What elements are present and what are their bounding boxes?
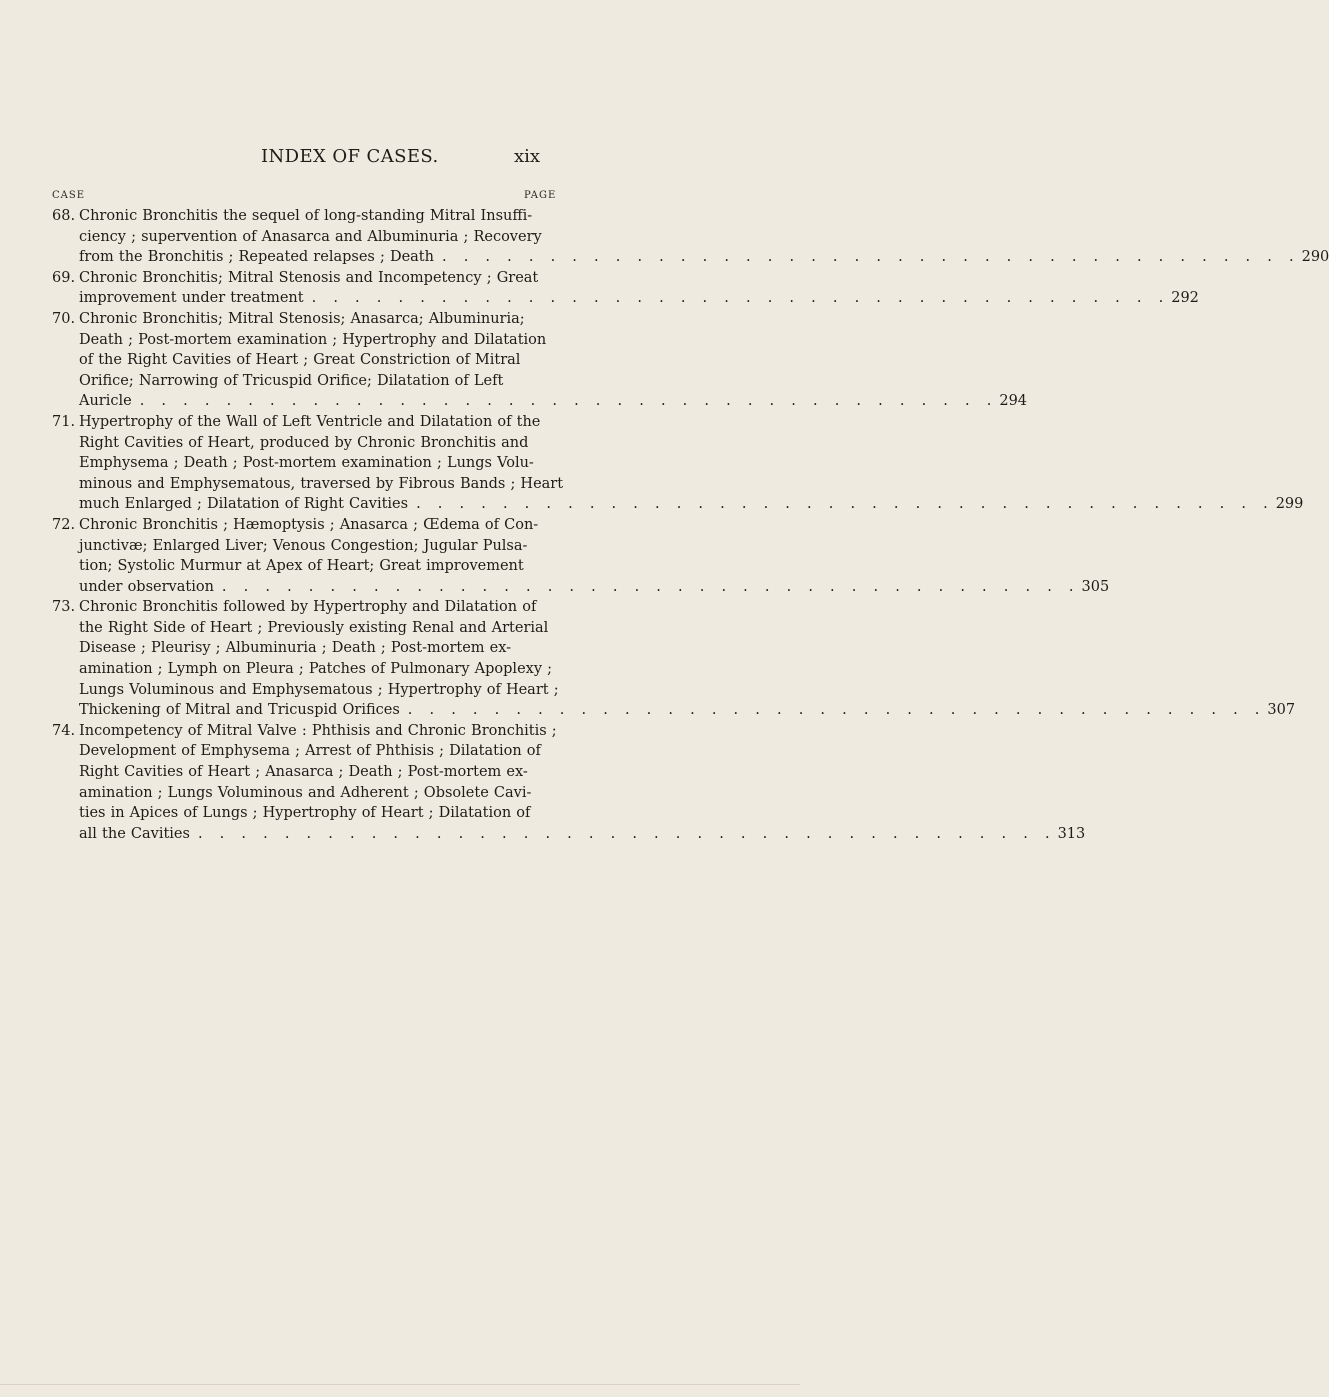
- page-title: INDEX OF CASES.: [261, 146, 439, 167]
- entry-text-line: Chronic Bronchitis the sequel of long-standing Mitral Insuffi-: [79, 208, 533, 224]
- entry-text-line: Auricle: [79, 393, 132, 410]
- index-entry: [52, 309, 1028, 412]
- entry-text-line: amination ; Lymph on Pleura ; Patches of Pulmonary Apoplexy ;: [79, 661, 553, 678]
- entry-leader-line: [79, 494, 1304, 515]
- entry-text-line: Emphysema ; Death ; Post-mortem examination ; Lungs Volu-: [79, 455, 534, 472]
- entry-text-line: Chronic Bronchitis; Mitral Stenosis and Incompetency ; Great: [79, 269, 539, 286]
- case-number: 68.: [52, 208, 76, 224]
- page-reference: 292: [1171, 290, 1199, 307]
- entry-text-line: junctivæ; Enlarged Liver; Venous Congestion; Jugular Pulsa-: [79, 537, 528, 554]
- page-reference: 305: [1081, 578, 1110, 595]
- page-reference: 290: [1301, 249, 1329, 266]
- entry-text-line: improvement under treatment: [79, 290, 304, 307]
- dot-leader: . . . . . . . . . . . . . . . . . . . . . . . . . . . . . . . . . . . . . . . .: [197, 825, 1056, 842]
- entry-text-line: Orifice; Narrowing of Tricuspid Orifice; Dilatation of Left: [79, 372, 504, 389]
- case-number: 71.: [52, 413, 76, 430]
- page-reference: 294: [999, 393, 1028, 410]
- entry-text-line: Development of Emphysema ; Arrest of Phthisis ; Dilatation of: [79, 743, 541, 760]
- entry-text-line: Disease ; Pleurisy ; Albuminuria ; Death ; Post-mortem ex-: [79, 640, 512, 657]
- folio-number: xix: [514, 146, 541, 167]
- entry-text-line: Chronic Bronchitis; Mitral Stenosis; Anasarca; Albuminuria;: [79, 310, 525, 327]
- case-number: 69.: [52, 269, 76, 286]
- case-number: 74.: [52, 722, 76, 739]
- entry-text-line: much Enlarged ; Dilatation of Right Cavities: [79, 496, 409, 513]
- entry-text-line: amination ; Lungs Voluminous and Adherent ; Obsolete Cavi-: [79, 784, 532, 801]
- dot-leader: . . . . . . . . . . . . . . . . . . . . . . . . . . . . . . . . . . . . . . . .: [407, 702, 1266, 719]
- page-column-label: PAGE: [524, 190, 557, 201]
- dot-leader: . . . . . . . . . . . . . . . . . . . . . . . . . . . . . . . . . . . . . . . .: [221, 578, 1080, 595]
- case-column-label: CASE: [52, 190, 86, 201]
- entry-text-line: Hypertrophy of the Wall of Left Ventricle and Dilatation of the: [79, 413, 541, 430]
- column-headings: [0, 190, 800, 204]
- entry-text-line: under observation: [79, 578, 214, 595]
- entry-text-line: ties in Apices of Lungs ; Hypertrophy of Heart ; Dilatation of: [79, 805, 531, 822]
- entry-leader-line: [79, 577, 1110, 598]
- page-reference: 313: [1057, 825, 1086, 842]
- entry-text-line: Chronic Bronchitis followed by Hypertrophy and Dilatation of: [79, 599, 537, 616]
- dot-leader: . . . . . . . . . . . . . . . . . . . . . . . . . . . . . . . . . . . . . . . .: [311, 290, 1170, 307]
- entry-text-line: Incompetency of Mitral Valve : Phthisis and Chronic Bronchitis ;: [79, 722, 557, 739]
- entry-text-line: Death ; Post-mortem examination ; Hypertrophy and Dilatation: [79, 331, 547, 348]
- page-reference: 307: [1267, 702, 1296, 719]
- index-entry: [52, 721, 1086, 845]
- entry-text-line: Lungs Voluminous and Emphysematous ; Hypertrophy of Heart ;: [79, 681, 559, 698]
- entry-text-line: tion; Systolic Murmur at Apex of Heart; Great improvement: [79, 558, 524, 575]
- entry-text-line: Thickening of Mitral and Tricuspid Orifices: [79, 702, 400, 719]
- dot-leader: . . . . . . . . . . . . . . . . . . . . . . . . . . . . . . . . . . . . . . . .: [416, 496, 1274, 513]
- page-bottom-edge: [0, 1384, 800, 1385]
- entry-text-line: minous and Emphysematous, traversed by Fibrous Bands ; Heart: [79, 475, 564, 492]
- page-reference: 299: [1275, 496, 1304, 513]
- dot-leader: . . . . . . . . . . . . . . . . . . . . . . . . . . . . . . . . . . . . . . . .: [441, 249, 1300, 266]
- index-entry: [52, 412, 1304, 515]
- entry-text-line: ciency ; supervention of Anasarca and Albuminuria ; Recovery: [79, 228, 542, 245]
- index-entry: [52, 597, 1296, 721]
- entry-text-line: the Right Side of Heart ; Previously existing Renal and Arterial: [79, 619, 549, 636]
- entry-leader-line: [79, 247, 1329, 268]
- index-entry: [52, 268, 1199, 309]
- case-number: 70.: [52, 310, 76, 327]
- entry-text-line: Chronic Bronchitis ; Hæmoptysis ; Anasarca ; Œdema of Con-: [79, 516, 539, 533]
- entry-leader-line: [79, 288, 1199, 309]
- entry-leader-line: [79, 824, 1086, 845]
- entry-text-line: from the Bronchitis ; Repeated relapses ; Death: [79, 249, 434, 266]
- index-entry: [52, 515, 1110, 597]
- entry-text-line: of the Right Cavities of Heart ; Great Constriction of Mitral: [79, 352, 521, 369]
- entry-text-line: all the Cavities: [79, 825, 190, 842]
- running-head: [0, 146, 800, 170]
- entry-text-line: Right Cavities of Heart, produced by Chronic Bronchitis and: [79, 434, 529, 451]
- entry-leader-line: [79, 700, 1296, 721]
- index-entry: [52, 206, 1329, 268]
- case-number: 72.: [52, 516, 76, 533]
- entry-leader-line: [79, 391, 1028, 412]
- dot-leader: . . . . . . . . . . . . . . . . . . . . . . . . . . . . . . . . . . . . . . . .: [139, 393, 998, 410]
- entry-text-line: Right Cavities of Heart ; Anasarca ; Death ; Post-mortem ex-: [79, 764, 528, 781]
- case-number: 73.: [52, 599, 76, 616]
- index-entries: [52, 206, 1329, 844]
